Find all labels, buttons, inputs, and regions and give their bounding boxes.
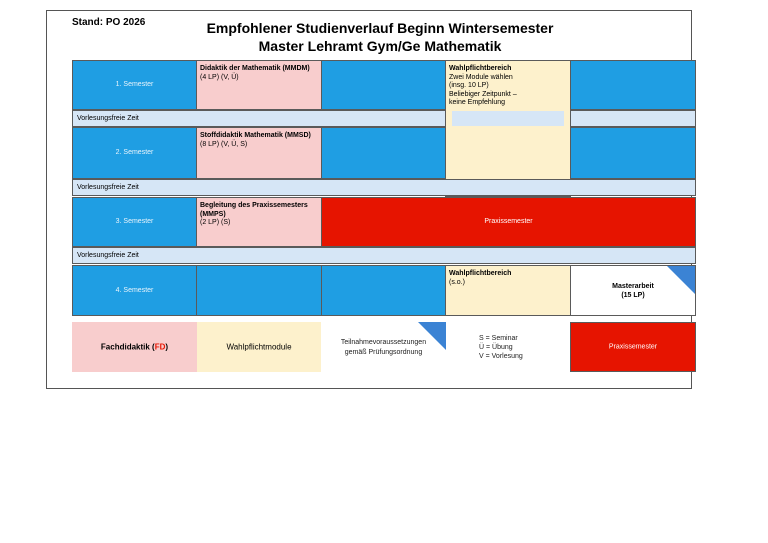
module-wahlpflichtbereich <box>445 60 571 197</box>
module-mmsd-title: Stoffdidaktik Mathematik (MMSD) <box>200 132 311 139</box>
wahlpflicht2-title: Wahlpflichtbereich <box>449 270 512 277</box>
praxissemester-label: Praxissemester <box>484 217 533 225</box>
wahlpflicht-line1: Zwei Module wählen <box>449 73 513 81</box>
legend-tv-line1: Teilnahmevoraussetzungen <box>340 339 427 346</box>
semester-1-label: 1. Semester <box>115 80 154 88</box>
legend-fd-text: Fachdidaktik ( <box>100 342 155 352</box>
semester-1-cell <box>72 60 197 110</box>
module-masterarbeit <box>570 265 696 316</box>
break-2-bar <box>72 179 696 196</box>
module-mmsd <box>196 127 322 179</box>
page-title: Empfohlener Studienverlauf Beginn Wintersemester <box>206 20 554 36</box>
semester-4-cell <box>72 265 197 316</box>
module-mmdm-credits: (4 LP) (V, Ü) <box>200 73 239 81</box>
semester-4-cell-3 <box>321 265 446 316</box>
module-mmps-title: Begleitung des Praxissemesters (MMPS) <box>200 202 308 218</box>
legend-fd-abbr: FD <box>154 342 166 352</box>
masterarbeit-credits: (15 LP) <box>621 291 645 299</box>
legend-fd-close: ) <box>165 342 169 352</box>
module-mmdm <box>196 60 322 110</box>
wahlpflicht-line2: (insg. 10 LP) <box>449 82 489 89</box>
page-subtitle: Master Lehramt Gym/Ge Mathematik <box>258 38 502 54</box>
module-mmsd-credits: (8 LP) (V, Ü, S) <box>200 140 248 148</box>
version-label: Stand: PO 2026 <box>72 17 146 28</box>
wahlpflicht-line4: keine Empfehlung <box>449 99 506 106</box>
semester-2-empty-cell <box>321 127 446 179</box>
semester-2-cell <box>72 127 197 179</box>
legend-abbr-u: Ü = Übung <box>479 344 513 351</box>
break-1-right <box>570 110 696 127</box>
wahlpflicht-line3: Beliebiger Zeitpunkt – <box>449 90 517 98</box>
break-1-inner-box <box>452 111 564 126</box>
semester-4-cell-2 <box>196 265 322 316</box>
legend-abbr-v: V = Vorlesung <box>479 353 523 360</box>
legend-fachdidaktik <box>72 322 197 372</box>
break-3-bar <box>72 247 696 264</box>
legend-praxissemester <box>570 322 696 372</box>
break-2-label: Vorlesungsfreie Zeit <box>77 184 139 191</box>
legend-wahlpflichtmodule <box>197 322 321 372</box>
semester-2-right-cell <box>570 127 696 179</box>
break-3-label: Vorlesungsfreie Zeit <box>77 252 139 259</box>
praxissemester-block <box>321 197 696 247</box>
semester-1-right-cell <box>570 60 696 110</box>
semester-1-empty-cell <box>321 60 446 110</box>
semester-4-label: 4. Semester <box>115 286 154 294</box>
semester-3-label: 3. Semester <box>115 217 154 225</box>
break-1-label: Vorlesungsfreie Zeit <box>77 115 139 122</box>
semester-2-label: 2. Semester <box>115 148 154 156</box>
legend-abbreviations <box>446 322 570 372</box>
legend-teilnahmevoraussetzungen <box>321 322 446 372</box>
module-wahlpflichtbereich-2 <box>445 265 571 316</box>
legend-praxis-label: Praxissemester <box>608 343 658 351</box>
wahlpflicht-title: Wahlpflichtbereich <box>449 65 512 72</box>
legend-tv-line2: gemäß Prüfungsordnung <box>344 349 423 356</box>
wahlpflicht2-sub: (s.o.) <box>449 278 465 286</box>
module-mmps-credits: (2 LP) (S) <box>200 219 231 226</box>
masterarbeit-title: Masterarbeit <box>612 283 654 290</box>
break-1-bar <box>72 110 446 127</box>
module-mmdm-title: Didaktik der Mathematik (MMDM) <box>200 65 310 72</box>
legend-wpm-label: Wahlpflichtmodule <box>226 342 292 352</box>
semester-3-cell <box>72 197 197 247</box>
legend-abbr-s: S = Seminar <box>479 335 518 342</box>
module-mmps <box>196 197 322 247</box>
